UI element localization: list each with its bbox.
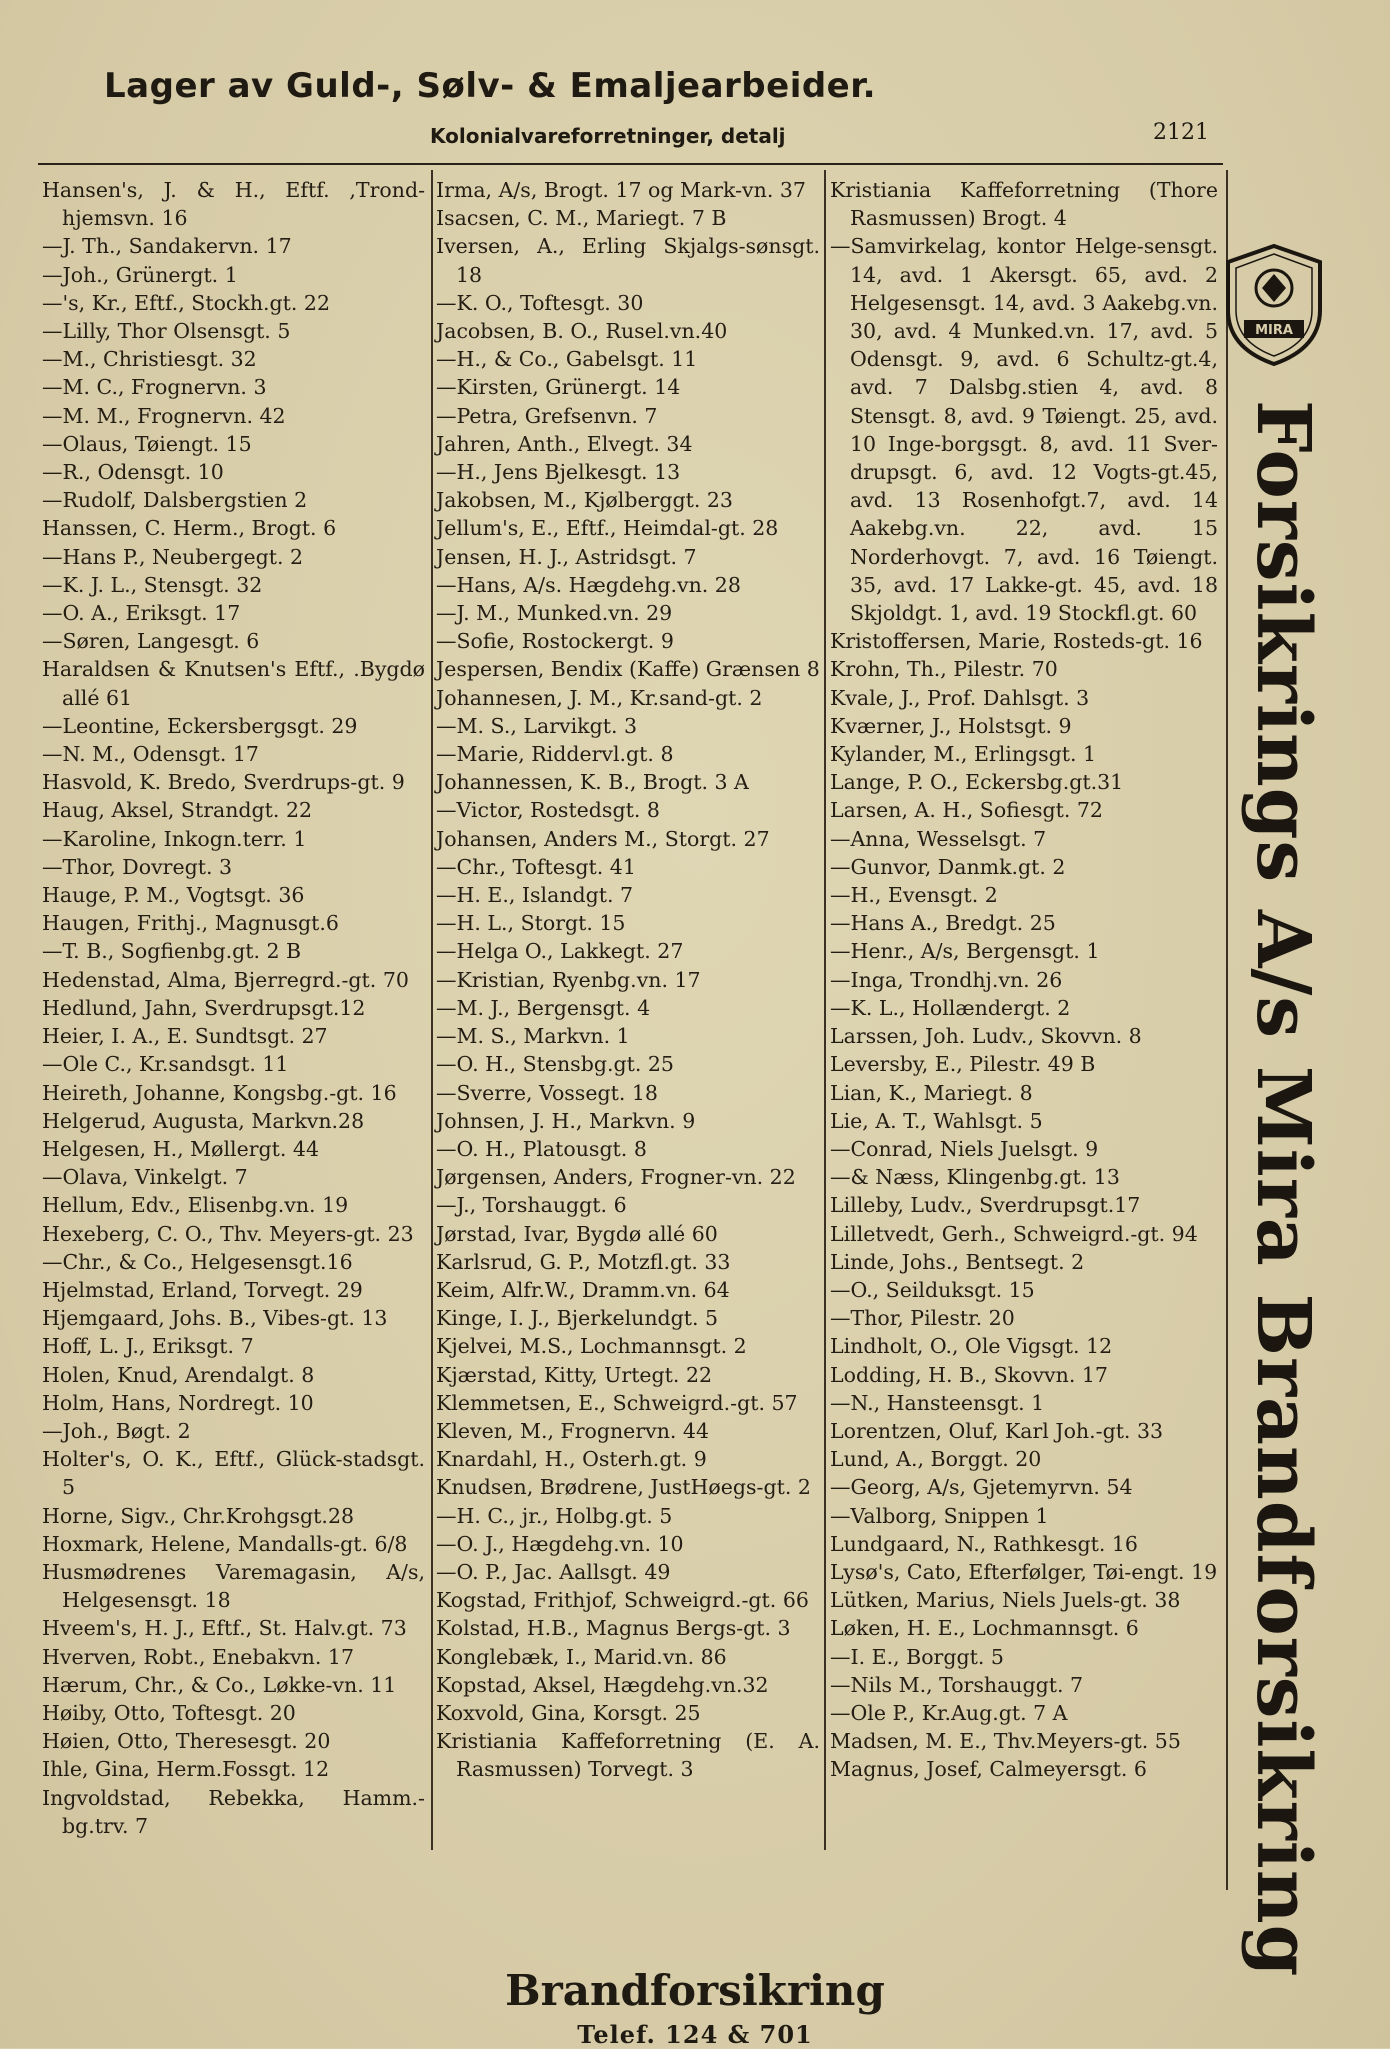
directory-entry: Hjelmstad, Erland, Torvegt. 29: [42, 1277, 363, 1302]
directory-entry: —Anna, Wesselsgt. 7: [830, 826, 1047, 851]
directory-entry: Keim, Alfr.W., Dramm.vn. 64: [436, 1277, 730, 1302]
directory-entry: —Rudolf, Dalsbergstien 2: [42, 488, 308, 513]
directory-column-3: [830, 176, 1218, 1784]
side-advertisement: [1222, 400, 1326, 1978]
directory-entry: Hexeberg, C. O., Thv. Meyers-gt. 23: [42, 1221, 414, 1246]
directory-entry: Lysø's, Cato, Efterfølger, Tøi-engt. 19: [830, 1559, 1218, 1584]
directory-entry: Johannessen, K. B., Brogt. 3 A: [436, 770, 749, 795]
directory-entry: Konglebæk, I., Marid.vn. 86: [436, 1644, 727, 1669]
directory-entry: Løken, H. E., Lochmannsgt. 6: [830, 1616, 1139, 1641]
directory-entry: —H. C., jr., Holbg.gt. 5: [436, 1503, 673, 1528]
directory-entry: —Inga, Trondhj.vn. 26: [830, 967, 1063, 992]
directory-entry: Johansen, Anders M., Storgt. 27: [436, 826, 770, 851]
directory-entry: —O. J., Hægdehg.vn. 10: [436, 1531, 684, 1556]
directory-entry: —Samvirkelag, kontor Helge-sensgt. 14, avd. 1 Akersgt. 65, avd. 2 Helgesensgt. 14, avd. 3 Aakebg.vn. 30, avd. 4 Munked.vn. 17, avd. 5 Odensgt. 9, avd. 6 Schultz-gt.4, avd. 7 Dalsbg.stien 4, avd. 8 Stensgt. 8, avd. 9 Tøiengt. 25, avd. 10 Inge-borgsgt. 8, avd. 11 Sver-drupsgt. 6, avd. 12 Vogts-gt.45, avd. 13 Rosenhofgt.7, avd. 14 Aakebg.vn. 22, avd. 15 Norderhovgt. 7, avd. 16 Tøiengt. 35, avd. 17 Lakke-gt. 45, avd. 18 Skjoldgt. 1, avd. 19 Stockfl.gt. 60: [830, 234, 1218, 626]
directory-entry: Kristiania Kaffeforretning (E. A. Rasmussen) Torvegt. 3: [436, 1729, 820, 1782]
side-advertisement-text: Forsikrings A/s Mira Brandforsikring: [1240, 400, 1326, 1978]
directory-entry: Jørgensen, Anders, Frogner-vn. 22: [436, 1165, 796, 1190]
directory-entry: Larssen, Joh. Ludv., Skovvn. 8: [830, 1024, 1142, 1049]
directory-entry: —Olaus, Tøiengt. 15: [42, 431, 252, 456]
directory-entry: Hedlund, Jahn, Sverdrupsgt.12: [42, 995, 366, 1020]
directory-entry: Isacsen, C. M., Mariegt. 7 B: [436, 206, 727, 231]
directory-entry: —Søren, Langesgt. 6: [42, 629, 260, 654]
directory-entry: Hellum, Edv., Elisenbg.vn. 19: [42, 1193, 349, 1218]
directory-entry: Kylander, M., Erlingsgt. 1: [830, 742, 1097, 767]
directory-entry: Klemmetsen, E., Schweigrd.-gt. 57: [436, 1390, 798, 1415]
directory-entry: —J. Th., Sandakervn. 17: [42, 234, 292, 259]
directory-entry: Hedenstad, Alma, Bjerregrd.-gt. 70: [42, 967, 409, 992]
directory-entry: Høiby, Otto, Toftesgt. 20: [42, 1700, 296, 1725]
directory-entry: Holter's, O. K., Eftf., Glück-stadsgt. 5: [42, 1447, 425, 1500]
directory-entry: —H., Jens Bjelkesgt. 13: [436, 460, 681, 485]
directory-entry: Irma, A/s, Brogt. 17 og Mark-vn. 37: [436, 178, 806, 202]
directory-entry: —O. A., Eriksgt. 17: [42, 601, 241, 626]
directory-entry: Hveem's, H. J., Eftf., St. Halv.gt. 73: [42, 1616, 407, 1641]
directory-entry: —N. M., Odensgt. 17: [42, 742, 259, 767]
directory-entry: —K. O., Toftesgt. 30: [436, 290, 644, 315]
directory-entry: —Victor, Rostedsgt. 8: [436, 798, 660, 823]
directory-entry: Magnus, Josef, Calmeyersgt. 6: [830, 1757, 1147, 1782]
directory-entry: Lorentzen, Oluf, Karl Joh.-gt. 33: [830, 1418, 1164, 1443]
directory-entry: —R., Odensgt. 10: [42, 460, 224, 485]
directory-entry: —Hans, A/s. Hægdehg.vn. 28: [436, 572, 741, 597]
directory-entry: Haraldsen & Knutsen's Eftf., .Bygdø allé 61: [42, 657, 425, 710]
directory-entry: —Lilly, Thor Olsensgt. 5: [42, 319, 291, 344]
directory-entry: Hjemgaard, Johs. B., Vibes-gt. 13: [42, 1306, 388, 1331]
directory-entry: Karlsrud, G. P., Motzfl.gt. 33: [436, 1249, 731, 1274]
directory-entry: —& Næss, Klingenbg.gt. 13: [830, 1165, 1120, 1190]
directory-entry: —'s, Kr., Eftf., Stockh.gt. 22: [42, 290, 331, 315]
directory-entry: —Chr., Toftesgt. 41: [436, 854, 636, 879]
directory-entry: Jellum's, E., Eftf., Heimdal-gt. 28: [436, 516, 779, 541]
directory-entry: Leversby, E., Pilestr. 49 B: [830, 1052, 1096, 1077]
directory-entry: —O., Seilduksgt. 15: [830, 1277, 1035, 1302]
directory-entry: Hverven, Robt., Enebakvn. 17: [42, 1644, 354, 1669]
directory-entry: Helgesen, H., Møllergt. 44: [42, 1136, 319, 1161]
directory-entry: —H. E., Islandgt. 7: [436, 883, 634, 908]
directory-entry: —Ole P., Kr.Aug.gt. 7 A: [830, 1700, 1068, 1725]
directory-entry: Lundgaard, N., Rathkesgt. 16: [830, 1531, 1138, 1556]
directory-entry: Heireth, Johanne, Kongsbg.-gt. 16: [42, 1080, 397, 1105]
directory-entry: —Kirsten, Grünergt. 14: [436, 375, 681, 400]
directory-entry: Lilletvedt, Gerh., Schweigrd.-gt. 94: [830, 1221, 1198, 1246]
directory-entry: —Hans A., Bredgt. 25: [830, 911, 1056, 936]
directory-entry: Jensen, H. J., Astridsgt. 7: [436, 544, 697, 569]
directory-entry: —Karoline, Inkogn.terr. 1: [42, 826, 307, 851]
directory-entry: —Petra, Grefsenvn. 7: [436, 403, 658, 428]
directory-entry: Helgerud, Augusta, Markvn.28: [42, 1108, 365, 1133]
directory-entry: —M. C., Frognervn. 3: [42, 375, 267, 400]
directory-entry: Koxvold, Gina, Korsgt. 25: [436, 1700, 701, 1725]
directory-entry: Hoff, L. J., Eriksgt. 7: [42, 1334, 254, 1359]
directory-entry: —Hans P., Neubergegt. 2: [42, 544, 304, 569]
directory-entry: Kværner, J., Holstsgt. 9: [830, 713, 1072, 738]
directory-entry: —Conrad, Niels Juelsgt. 9: [830, 1136, 1099, 1161]
directory-entry: Lilleby, Ludv., Sverdrupsgt.17: [830, 1193, 1141, 1218]
directory-entry: Johnsen, J. H., Markvn. 9: [436, 1108, 696, 1133]
directory-entry: Jakobsen, M., Kjølberggt. 23: [436, 488, 733, 513]
directory-entry: —Joh., Grünergt. 1: [42, 262, 238, 287]
directory-entry: —O. H., Platousgt. 8: [436, 1136, 647, 1161]
directory-entry: Ihle, Gina, Herm.Fossgt. 12: [42, 1757, 330, 1782]
directory-entry: —Georg, A/s, Gjetemyrvn. 54: [830, 1475, 1133, 1500]
directory-entry: Kristiania Kaffeforretning (Thore Rasmussen) Brogt. 4: [830, 178, 1218, 231]
directory-entry: Lund, A., Borggt. 20: [830, 1447, 1042, 1472]
column-divider: [824, 170, 826, 1850]
directory-entry: —T. B., Sogfienbg.gt. 2 B: [42, 939, 302, 964]
directory-column-1: [42, 176, 425, 1840]
directory-entry: —Nils M., Torshauggt. 7: [830, 1672, 1084, 1697]
directory-entry: Jahren, Anth., Elvegt. 34: [436, 431, 693, 456]
directory-entry: Haug, Aksel, Strandgt. 22: [42, 798, 313, 823]
directory-entry: Holm, Hans, Nordregt. 10: [42, 1390, 314, 1415]
directory-entry: Hansen's, J. & H., Eftf. ,Trond-hjemsvn. 16: [42, 178, 425, 231]
directory-entry: Lütken, Marius, Niels Juels-gt. 38: [830, 1588, 1181, 1613]
directory-entry: Hauge, P. M., Vogtsgt. 36: [42, 883, 305, 908]
directory-entry: —K. J. L., Stensgt. 32: [42, 572, 263, 597]
directory-entry: —M. S., Markvn. 1: [436, 1024, 630, 1049]
directory-entry: Kopstad, Aksel, Hægdehg.vn.32: [436, 1672, 769, 1697]
directory-entry: Lie, A. T., Wahlsgt. 5: [830, 1108, 1043, 1133]
directory-entry: Hanssen, C. Herm., Brogt. 6: [42, 516, 337, 541]
directory-entry: Hasvold, K. Bredo, Sverdrups-gt. 9: [42, 770, 405, 795]
directory-entry: —Chr., & Co., Helgesensgt.16: [42, 1249, 353, 1274]
directory-entry: —Kristian, Ryenbg.vn. 17: [436, 967, 701, 992]
directory-entry: —M. S., Larvikgt. 3: [436, 713, 638, 738]
header-rule: [38, 163, 1223, 165]
directory-entry: —M. M., Frognervn. 42: [42, 403, 286, 428]
directory-entry: Kristoffersen, Marie, Rosteds-gt. 16: [830, 629, 1203, 654]
directory-entry: —M., Christiesgt. 32: [42, 347, 257, 372]
directory-entry: Krohn, Th., Pilestr. 70: [830, 657, 1058, 682]
column-divider: [431, 170, 433, 1850]
directory-entry: —J., Torshauggt. 6: [436, 1193, 627, 1218]
directory-entry: —Olava, Vinkelgt. 7: [42, 1165, 248, 1190]
directory-entry: Jørstad, Ivar, Bygdø allé 60: [436, 1221, 718, 1246]
directory-entry: Lian, K., Mariegt. 8: [830, 1080, 1033, 1105]
directory-entry: —H., Evensgt. 2: [830, 883, 998, 908]
directory-entry: Jespersen, Bendix (Kaffe) Grænsen 8: [436, 657, 820, 682]
directory-entry: —Thor, Pilestr. 20: [830, 1306, 1015, 1331]
directory-entry: Lange, P. O., Eckersbg.gt.31: [830, 770, 1124, 795]
directory-entry: —Joh., Bøgt. 2: [42, 1418, 191, 1443]
directory-entry: Kjelvei, M.S., Lochmannsgt. 2: [436, 1334, 747, 1359]
directory-entry: Kolstad, H.B., Magnus Bergs-gt. 3: [436, 1616, 791, 1641]
directory-entry: —Ole C., Kr.sandsgt. 11: [42, 1052, 289, 1077]
directory-entry: Husmødrenes Varemagasin, A/s, Helgesensgt. 18: [42, 1559, 425, 1613]
directory-entry: Horne, Sigv., Chr.Krohgsgt.28: [42, 1503, 355, 1528]
mira-emblem-icon: [1216, 240, 1332, 368]
top-advertisement: Lager av Guld-, Sølv- & Emaljearbeider.: [104, 66, 877, 106]
directory-entry: Knardahl, H., Osterh.gt. 9: [436, 1447, 707, 1472]
directory-entry: Iversen, A., Erling Skjalgs-sønsgt. 18: [436, 234, 820, 287]
page-number: 2121: [1153, 120, 1209, 145]
directory-entry: Kvale, J., Prof. Dahlsgt. 3: [830, 685, 1090, 710]
directory-entry: —I. E., Borggt. 5: [830, 1644, 1004, 1669]
directory-entry: —K. L., Hollændergt. 2: [830, 995, 1071, 1020]
directory-entry: —Thor, Dovregt. 3: [42, 854, 233, 879]
directory-entry: —N., Hansteensgt. 1: [830, 1390, 1045, 1415]
directory-entry: —M. J., Bergensgt. 4: [436, 995, 651, 1020]
directory-entry: —Marie, Riddervl.gt. 8: [436, 742, 674, 767]
directory-entry: —H., & Co., Gabelsgt. 11: [436, 347, 698, 372]
footer-phone: Telef. 124 & 701: [577, 2020, 813, 2049]
directory-entry: Holen, Knud, Arendalgt. 8: [42, 1362, 315, 1387]
directory-entry: Kinge, I. J., Bjerkelundgt. 5: [436, 1306, 719, 1331]
directory-entry: —Sverre, Vossegt. 18: [436, 1080, 658, 1105]
directory-entry: Linde, Johs., Bentsegt. 2: [830, 1249, 1085, 1274]
directory-entry: Kogstad, Frithjof, Schweigrd.-gt. 66: [436, 1588, 809, 1613]
directory-entry: —O. H., Stensbg.gt. 25: [436, 1052, 674, 1077]
directory-entry: Ingvoldstad, Rebekka, Hamm.-bg.trv. 7: [42, 1785, 425, 1838]
directory-entry: Lodding, H. B., Skovvn. 17: [830, 1362, 1108, 1387]
directory-entry: —O. P., Jac. Aallsgt. 49: [436, 1559, 671, 1584]
directory-entry: Larsen, A. H., Sofiesgt. 72: [830, 798, 1103, 823]
directory-entry: —Valborg, Snippen 1: [830, 1503, 1049, 1528]
directory-entry: Heier, I. A., E. Sundtsgt. 27: [42, 1024, 328, 1049]
directory-entry: Høien, Otto, Theresesgt. 20: [42, 1729, 331, 1754]
emblem-label: MIRA: [1255, 323, 1293, 338]
directory-entry: —J. M., Munked.vn. 29: [436, 601, 673, 626]
directory-entry: —Henr., A/s, Bergensgt. 1: [830, 939, 1100, 964]
directory-entry: Johannesen, J. M., Kr.sand-gt. 2: [436, 685, 763, 710]
directory-entry: —H. L., Storgt. 15: [436, 911, 626, 936]
directory-entry: Madsen, M. E., Thv.Meyers-gt. 55: [830, 1729, 1181, 1754]
footer-advertisement-title: Brandforsikring: [505, 1966, 885, 2015]
directory-entry: Kjærstad, Kitty, Urtegt. 22: [436, 1362, 713, 1387]
directory-column-2: [436, 176, 820, 1784]
directory-entry: Hoxmark, Helene, Mandalls-gt. 6/8: [42, 1531, 408, 1556]
directory-entry: —Gunvor, Danmk.gt. 2: [830, 854, 1066, 879]
directory-entry: Kleven, M., Frognervn. 44: [436, 1418, 710, 1443]
directory-entry: —Sofie, Rostockergt. 9: [436, 629, 674, 654]
directory-entry: Jacobsen, B. O., Rusel.vn.40: [436, 319, 728, 344]
directory-entry: Lindholt, O., Ole Vigsgt. 12: [830, 1334, 1113, 1359]
directory-entry: —Helga O., Lakkegt. 27: [436, 939, 684, 964]
directory-entry: Knudsen, Brødrene, JustHøegs-gt. 2: [436, 1475, 811, 1500]
directory-entry: Haugen, Frithj., Magnusgt.6: [42, 911, 339, 936]
directory-entry: —Leontine, Eckersbergsgt. 29: [42, 713, 358, 738]
section-title: Kolonialvareforretninger, detalj: [430, 124, 786, 148]
directory-entry: Hærum, Chr., & Co., Løkke-vn. 11: [42, 1672, 397, 1697]
